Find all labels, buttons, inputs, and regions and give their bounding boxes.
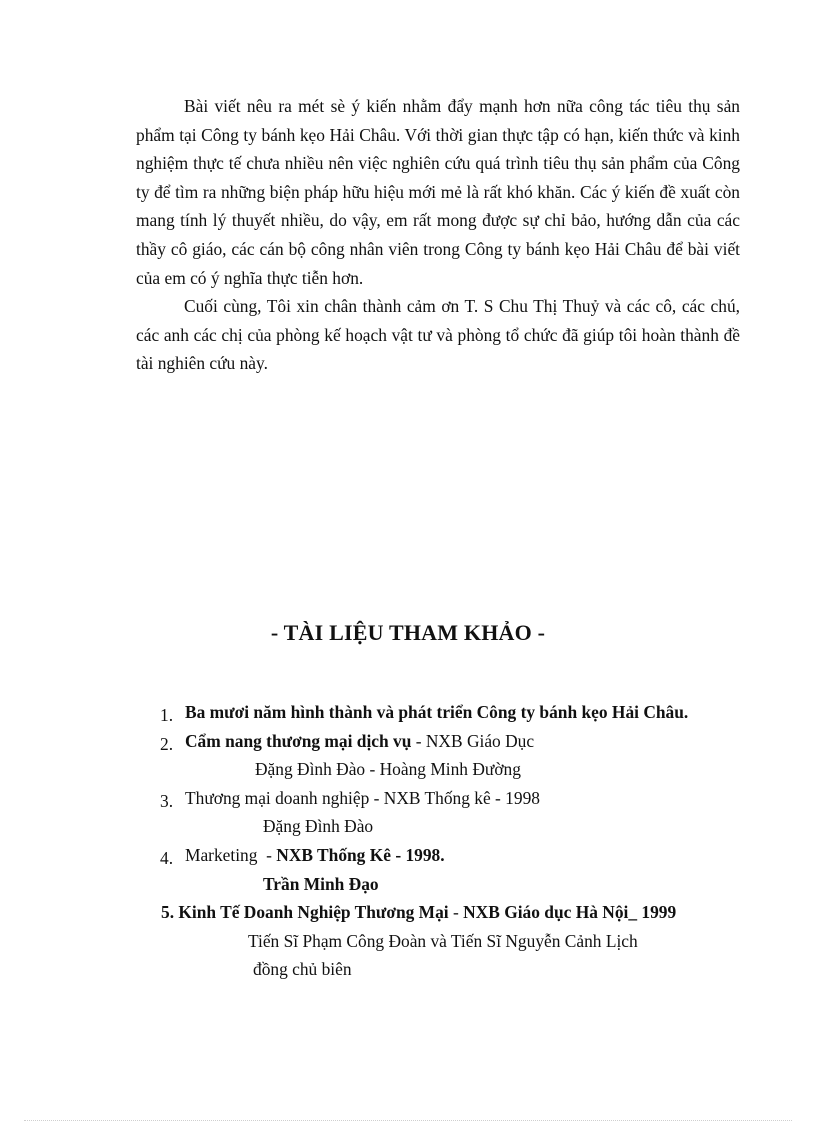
- reference-number: 5.: [161, 902, 175, 923]
- reference-line: [161, 902, 449, 922]
- reference-publisher: NXB Thống Kê - 1998.: [276, 844, 445, 865]
- reference-number: 1.: [160, 705, 174, 725]
- page-bottom-rule: [24, 1120, 792, 1121]
- reference-number: 2.: [160, 733, 174, 754]
- paragraph-2: Cuối cùng, Tôi xin chân thành cảm ơn T. S Chu Thị Thuỷ và các cô, các chú, các anh các chị của phòng kế hoạch vật tư và phòng tổ chức đã giúp tôi hoàn thành đề tài nghiên cứu này.: [136, 296, 740, 374]
- reference-item-1: [160, 698, 740, 727]
- reference-publisher: NXB Giáo dục Hà Nội_ 1999: [463, 902, 677, 923]
- reference-publisher: - NXB Giáo Dục: [411, 730, 535, 751]
- reference-publisher-sep: -: [257, 844, 277, 865]
- reference-number: 3.: [160, 790, 174, 811]
- paragraph-1: Bài viết nêu ra mét sè ý kiến nhằm đẩy mạnh hơn nữa công tác tiêu thụ sản phẩm tại Công ty bánh kẹo Hải Châu. Với thời gian thực tập có hạn, kiến thức và kinh nghiệm thực tế chưa nhiều nên việc nghiên cứu quá trình tiêu thụ sản phẩm của Công ty để tìm ra những biện pháp hữu hiệu mới mẻ là rất khó khăn. Các ý kiến đề xuất còn mang tính lý thuyết nhiều, do vậy, em rất mong được sự chỉ bảo, hướng dẫn của các thầy cô giáo, các cán bộ công nhân viên trong Công ty bánh kẹo Hải Châu để bài viết của em có ý nghĩa thực tiễn hơn.: [136, 96, 740, 288]
- reference-publisher-sep: -: [448, 902, 464, 923]
- reference-title: Ba mươi năm hình thành và phát triển Công ty bánh kẹo Hải Châu.: [185, 702, 689, 722]
- reference-author: Đặng Đình Đào: [263, 816, 374, 837]
- reference-author: Trần Minh Đạo: [263, 873, 379, 894]
- reference-publisher: - NXB Thống kê - 1998: [369, 787, 540, 808]
- references-heading: - TÀI LIỆU THAM KHẢO -: [270, 620, 546, 645]
- reference-item-3: [160, 784, 740, 841]
- reference-author: Tiến Sĩ Phạm Công Đoàn và Tiến Sĩ Nguyễn Cảnh Lịch: [248, 930, 638, 951]
- reference-item-4: [160, 841, 740, 898]
- reference-number: 4.: [160, 847, 174, 868]
- reference-title: Thương mại doanh nghiệp: [185, 787, 370, 808]
- reference-item-2: [160, 727, 740, 784]
- reference-author-role: đồng chủ biên: [253, 959, 352, 980]
- references-list: [160, 698, 740, 984]
- reference-title: Kinh Tế Doanh Nghiệp Thương Mại: [174, 902, 449, 923]
- conclusion-text: [136, 92, 740, 378]
- reference-author: Đặng Đình Đào - Hoàng Minh Đường: [255, 759, 521, 780]
- reference-title: Marketing: [185, 844, 258, 865]
- reference-item-5: [161, 898, 740, 984]
- reference-title: Cẩm nang thương mại dịch vụ: [185, 730, 412, 751]
